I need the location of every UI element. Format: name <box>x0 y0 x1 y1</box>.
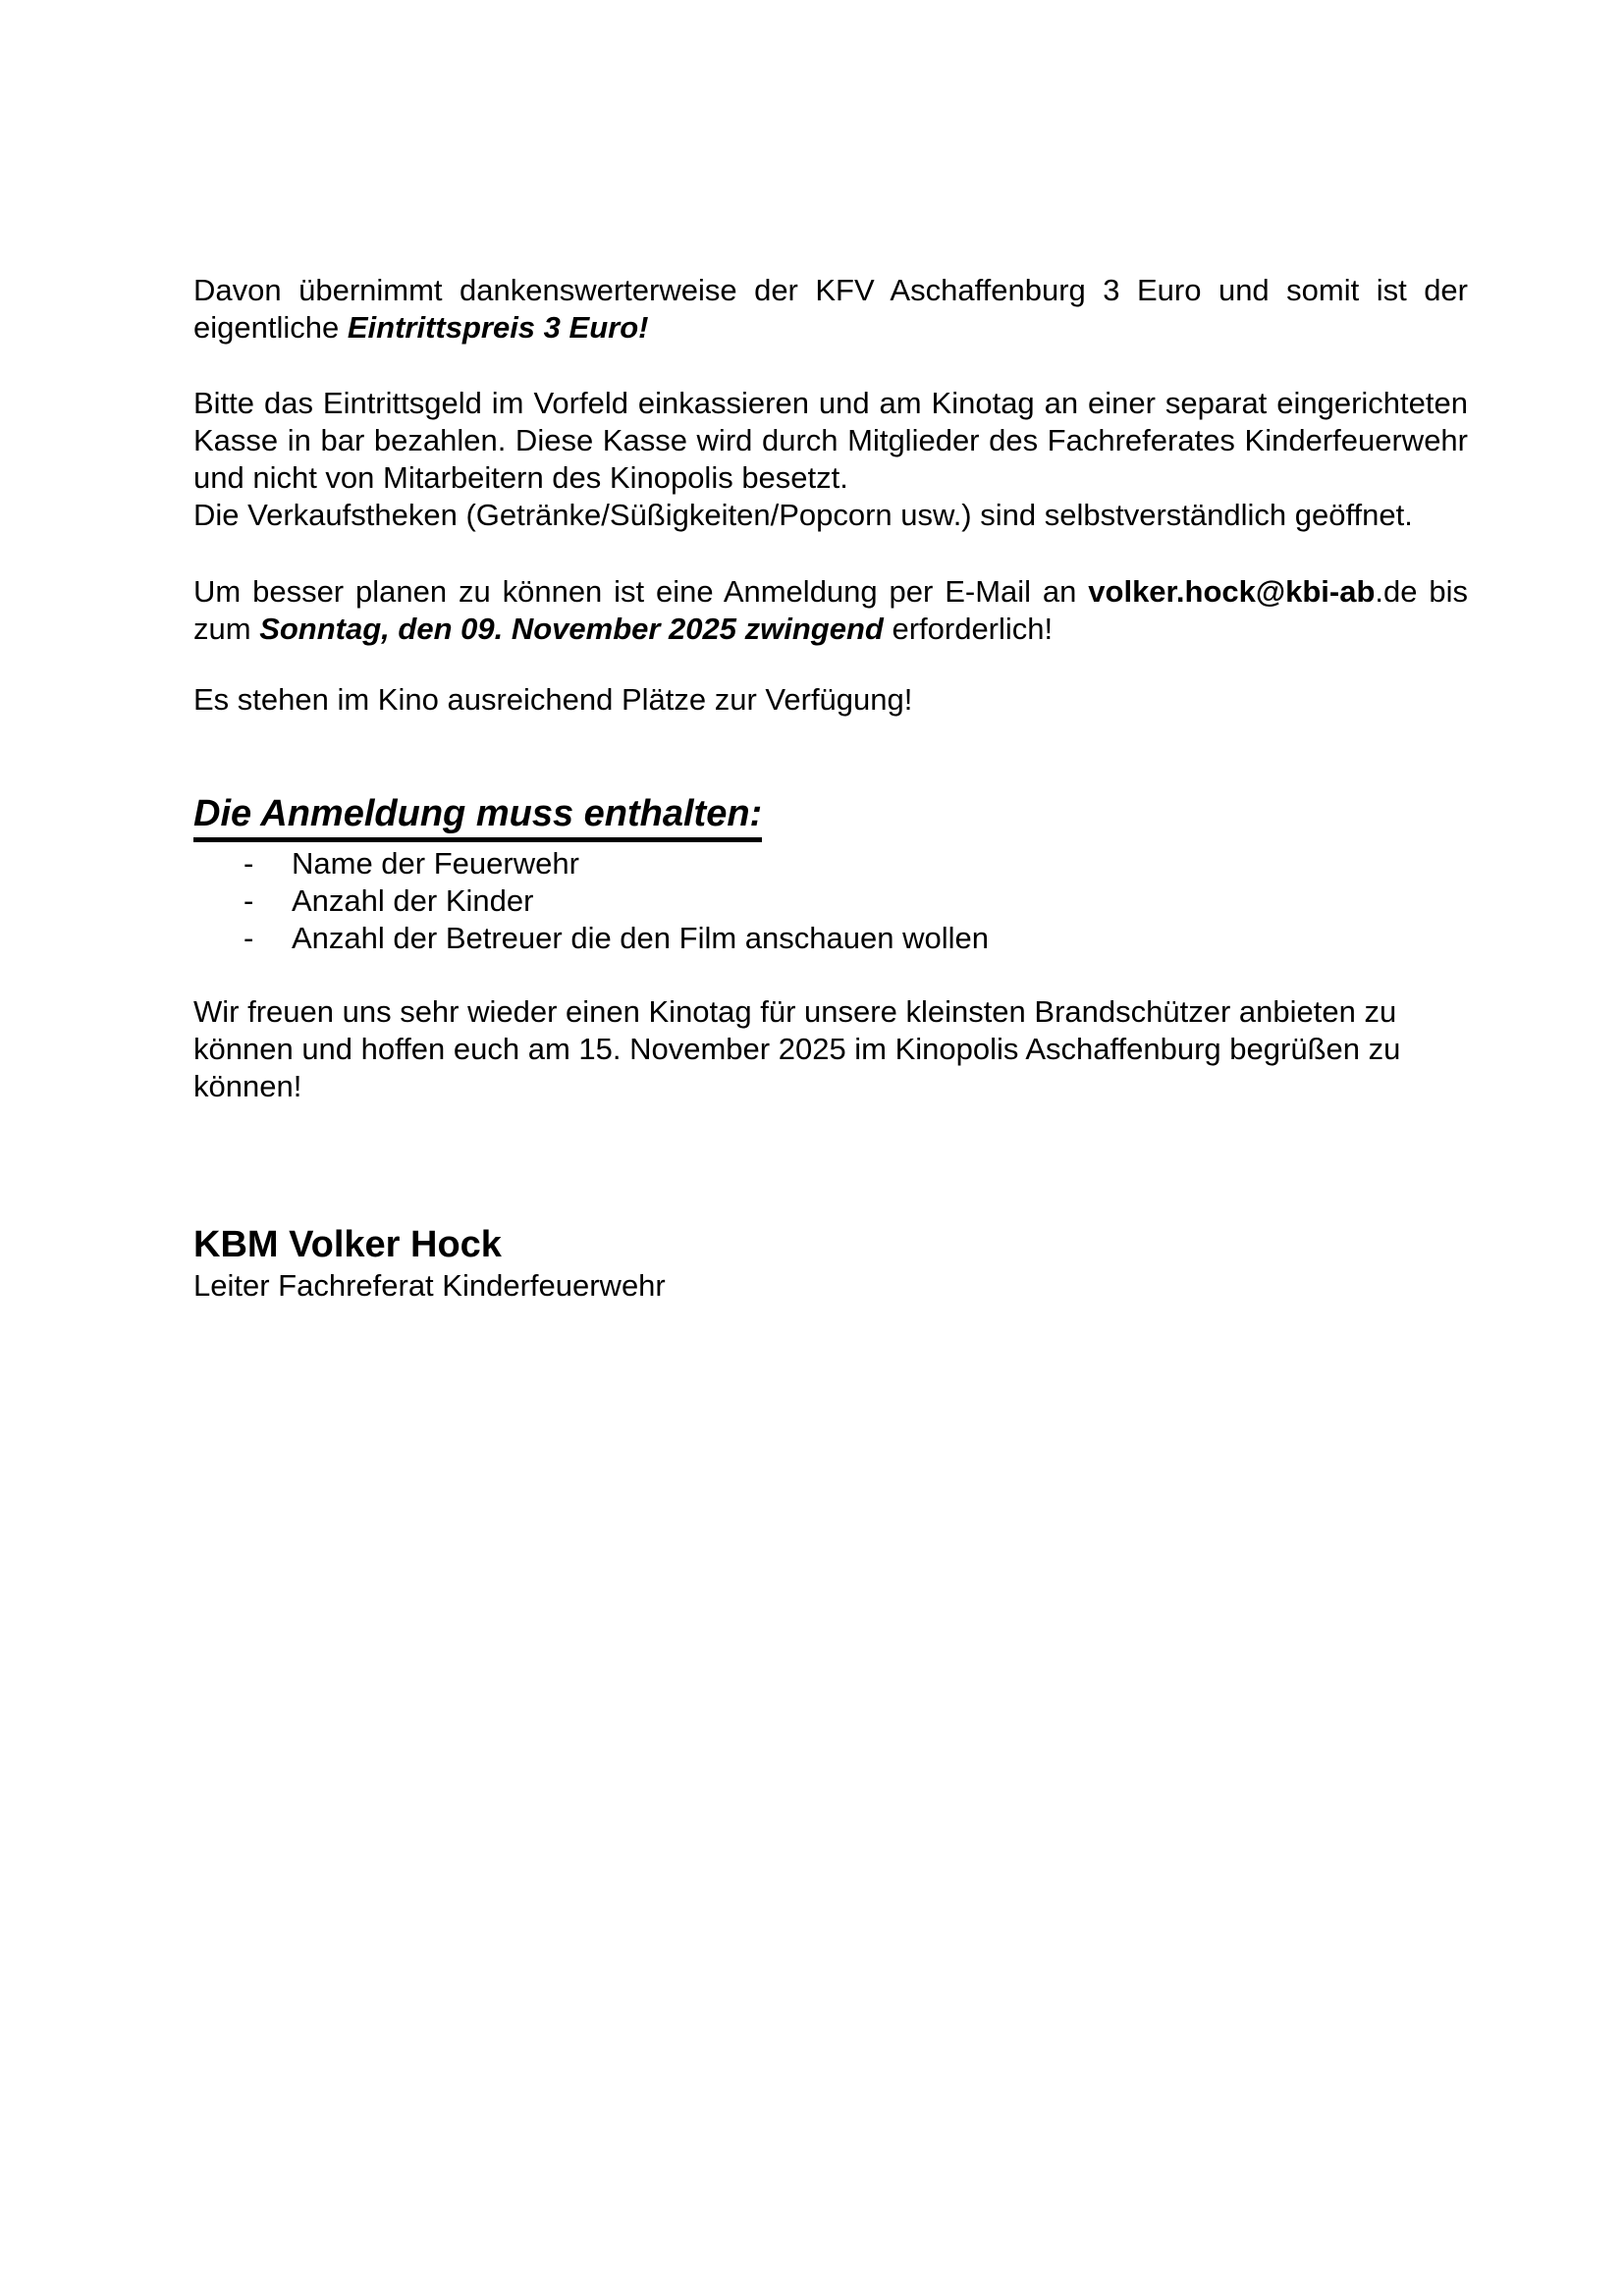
list-item-label: Anzahl der Kinder <box>292 883 534 918</box>
entry-price-emphasis: Eintrittspreis 3 Euro! <box>347 310 649 345</box>
signature-title: Leiter Fachreferat Kinderfeuerwehr <box>193 1268 666 1303</box>
dash-bullet: - <box>244 846 254 881</box>
list-item <box>193 920 1468 957</box>
paragraph-payment <box>193 385 1468 534</box>
signature-name: KBM Volker Hock <box>193 1224 502 1265</box>
registration-email: volker.hock@kbi-ab <box>1088 574 1376 609</box>
paragraph-subsidy-text: Davon übernimmt dankenswerterweise der KFV Aschaffenburg 3 Euro und somit ist der eigentliche <box>193 273 1468 345</box>
requirements-list <box>193 845 1468 957</box>
paragraph-payment-part1: Bitte das Eintrittsgeld im Vorfeld einkassieren und am Kinotag an einer separat eingerichteten Kasse in bar bezahlen. Diese Kasse wird durch Mitglieder des Fachreferates Kinderfeuerwehr und nicht von Mitarbeitern des Kinopolis besetzt. <box>193 386 1468 495</box>
list-item-label: Anzahl der Betreuer die den Film anschauen wollen <box>292 921 989 955</box>
paragraph-registration-part3: erforderlich! <box>883 612 1054 646</box>
dash-bullet: - <box>244 921 254 955</box>
dash-bullet: - <box>244 883 254 918</box>
list-item <box>193 882 1468 920</box>
signature-block <box>193 1222 1468 1305</box>
requirements-heading <box>193 791 1468 842</box>
paragraph-registration <box>193 573 1468 648</box>
paragraph-subsidy <box>193 272 1468 347</box>
paragraph-seats: Es stehen im Kino ausreichend Plätze zur Verfügung! <box>193 682 913 717</box>
requirements-heading-text: Die Anmeldung muss enthalten: <box>193 791 762 842</box>
list-item-label: Name der Feuerwehr <box>292 846 579 881</box>
paragraph-payment-part2: Die Verkaufstheken (Getränke/Süßigkeiten/Popcorn usw.) sind selbstverständlich geöffnet. <box>193 498 1413 532</box>
paragraph-registration-part1: Um besser planen zu können ist eine Anmeldung per E-Mail an <box>193 574 1089 609</box>
paragraph-closing: Wir freuen uns sehr wieder einen Kinotag für unsere kleinsten Brandschützer anbieten zu können und hoffen euch am 15. November 2025 im Kinopolis Aschaffenburg begrüßen zu können! <box>193 994 1401 1103</box>
list-item <box>193 845 1468 882</box>
paragraph-registration-part2: .de bis zum <box>193 574 1468 646</box>
registration-deadline-emphasis: Sonntag, den 09. November 2025 zwingend <box>259 612 884 646</box>
